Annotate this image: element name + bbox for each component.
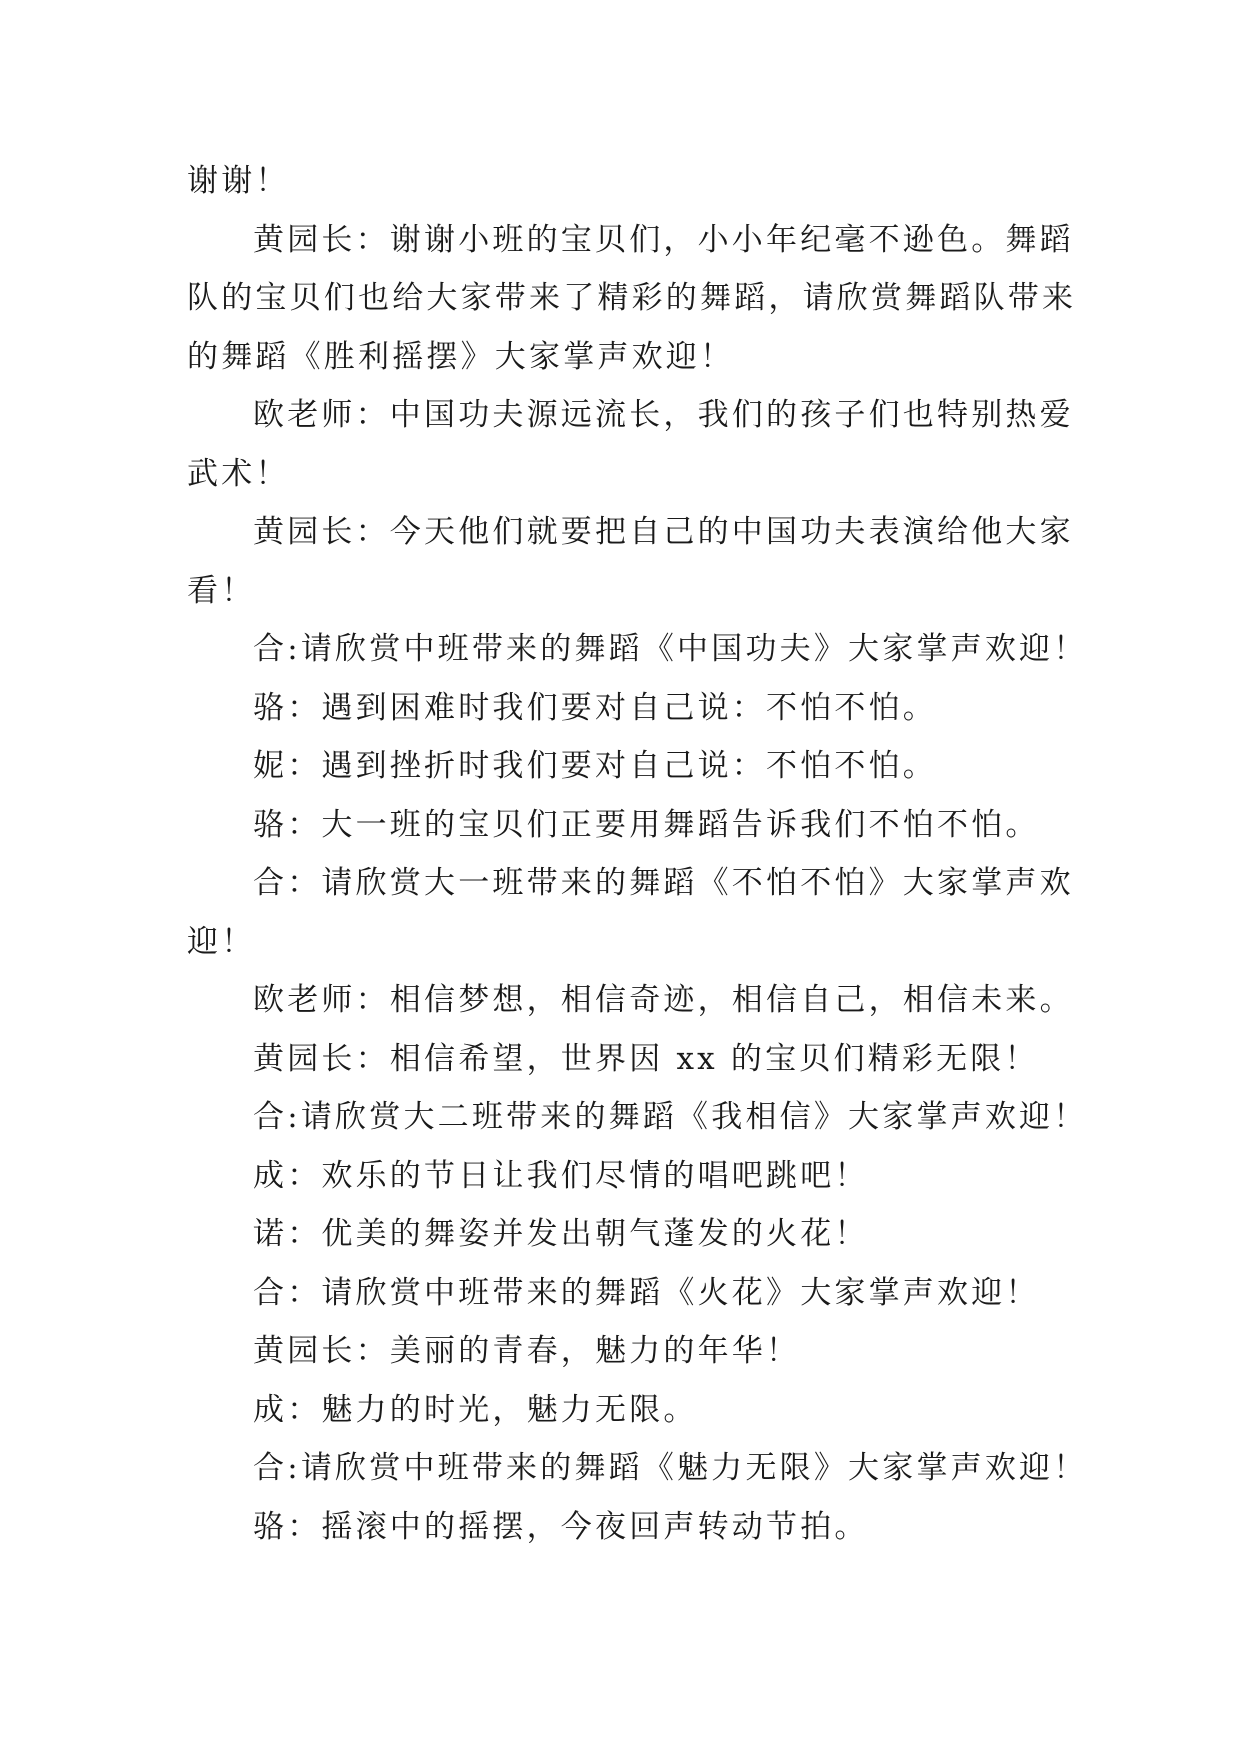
text-line: 队的宝贝们也给大家带来了精彩的舞蹈，请欣赏舞蹈队带来	[187, 280, 1077, 316]
text-line: 合:请欣赏中班带来的舞蹈《魅力无限》大家掌声欢迎！	[253, 1450, 1088, 1486]
text-line: 成：魅力的时光，魅力无限。	[253, 1391, 698, 1428]
text-line: 的舞蹈《胜利摇摆》大家掌声欢迎！	[187, 338, 735, 375]
text-line: 黄园长：谢谢小班的宝贝们，小小年纪毫不逊色。舞蹈	[253, 221, 1074, 258]
text-line: 武术！	[187, 455, 290, 492]
text-line: 看！	[187, 572, 256, 609]
text-line: 欧老师：相信梦想，相信奇迹，相信自己，相信未来。	[253, 982, 1074, 1018]
text-line: 黄园长：今天他们就要把自己的中国功夫表演给他大家	[253, 514, 1074, 550]
text-line: 谢谢！	[187, 163, 290, 199]
text-line: 妮：遇到挫折时我们要对自己说：不怕不怕。	[253, 748, 937, 784]
text-line: 合：请欣赏中班带来的舞蹈《火花》大家掌声欢迎！	[253, 1274, 1040, 1311]
text-line: 骆：大一班的宝贝们正要用舞蹈告诉我们不怕不怕。	[253, 806, 1040, 843]
text-line: 骆：遇到困难时我们要对自己说：不怕不怕。	[253, 689, 937, 726]
text-line: 黄园长：美丽的青春，魅力的年华！	[253, 1333, 801, 1369]
text-line: 合:请欣赏大二班带来的舞蹈《我相信》大家掌声欢迎！	[253, 1099, 1088, 1135]
document-body	[187, 152, 1088, 1556]
text-line: 迎！	[187, 923, 256, 960]
text-line: 诺：优美的舞姿并发出朝气蓬发的火花！	[253, 1216, 869, 1252]
text-line: 合：请欣赏大一班带来的舞蹈《不怕不怕》大家掌声欢	[253, 865, 1074, 901]
text-line: 合:请欣赏中班带来的舞蹈《中国功夫》大家掌声欢迎！	[253, 631, 1088, 667]
text-line: 成：欢乐的节日让我们尽情的唱吧跳吧！	[253, 1157, 869, 1194]
text-line: 黄园长：相信希望，世界因 xx 的宝贝们精彩无限！	[253, 1040, 1039, 1077]
text-line: 骆：摇滚中的摇摆，今夜回声转动节拍。	[253, 1508, 869, 1545]
text-line: 欧老师：中国功夫源远流长，我们的孩子们也特别热爱	[253, 397, 1074, 433]
